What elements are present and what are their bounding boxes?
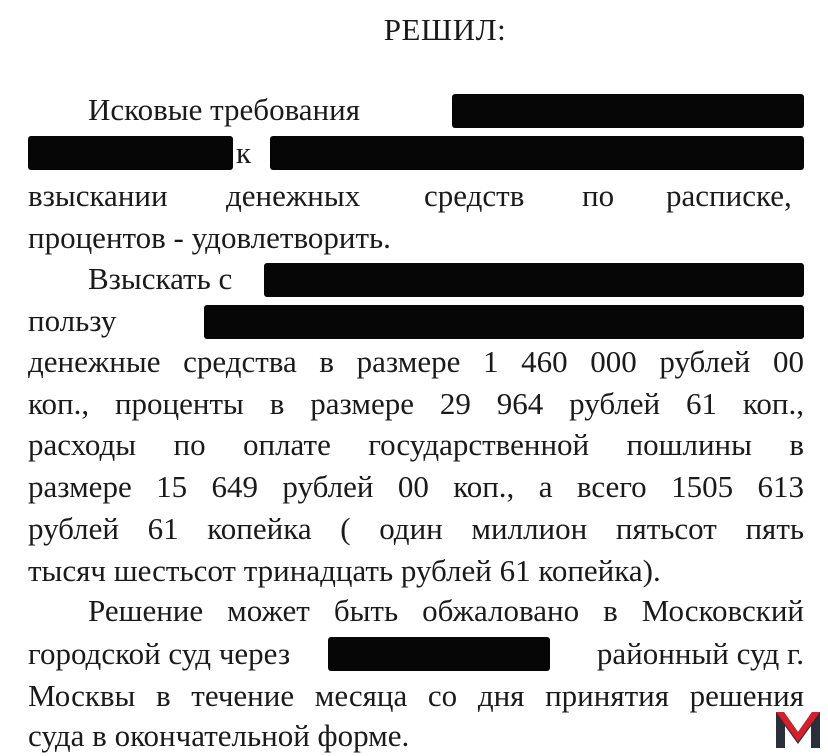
p1-line2-text: к (236, 135, 252, 170)
p2-line8: тысяч шестьсот тринадцать рублей 61 копейка). (28, 553, 661, 588)
m-logo-icon (772, 706, 824, 750)
p3-line2 (28, 634, 804, 674)
decision-heading: РЕШИЛ: (383, 12, 507, 47)
redaction-block (204, 305, 804, 339)
p2-line3: денежные средства в размере 1 460 000 рублей 00 (28, 344, 804, 379)
p2-line1 (28, 259, 804, 299)
redaction-block (28, 136, 233, 170)
p3-line2-head: городской суд через (28, 636, 291, 671)
p2-line5: расходы по оплате государственной пошлины в (28, 427, 804, 462)
p1-line1-text: Исковые требования (88, 92, 360, 127)
p3-line2-tail: районный суд г. (596, 636, 804, 671)
p1-line3-word: денежных (226, 178, 361, 213)
p1-line3-word: расписке, (666, 178, 792, 213)
p2-line2-text: пользу (28, 303, 117, 338)
p1-line1 (28, 90, 804, 130)
p3-line1: Решение может быть обжаловано в Московский (88, 593, 804, 628)
p1-line3 (28, 176, 804, 216)
redaction-block (452, 94, 804, 128)
redaction-block (328, 637, 550, 671)
p1-line2 (28, 133, 804, 173)
p2-line7: рублей 61 копейка ( один миллион пятьсот пять (28, 511, 804, 546)
redaction-block (270, 136, 804, 170)
p2-line2 (28, 301, 804, 341)
p2-line4: коп., проценты в размере 29 964 рублей 61 коп., (28, 386, 804, 421)
p3-line3: Москвы в течение месяца со дня принятия решения (28, 678, 804, 713)
p3-line4: суда в окончательной форме. (28, 718, 410, 753)
p1-line3-word: по (582, 178, 615, 213)
p1-line4: процентов - удовлетворить. (28, 220, 391, 255)
p1-line3-word: средств (424, 178, 525, 213)
p2-line6: размере 15 649 рублей 00 коп., а всего 1505 613 (28, 469, 804, 504)
redaction-block (264, 263, 804, 297)
p1-line3-word: взыскании (28, 178, 168, 213)
p2-line1-text: Взыскать с (88, 261, 233, 296)
